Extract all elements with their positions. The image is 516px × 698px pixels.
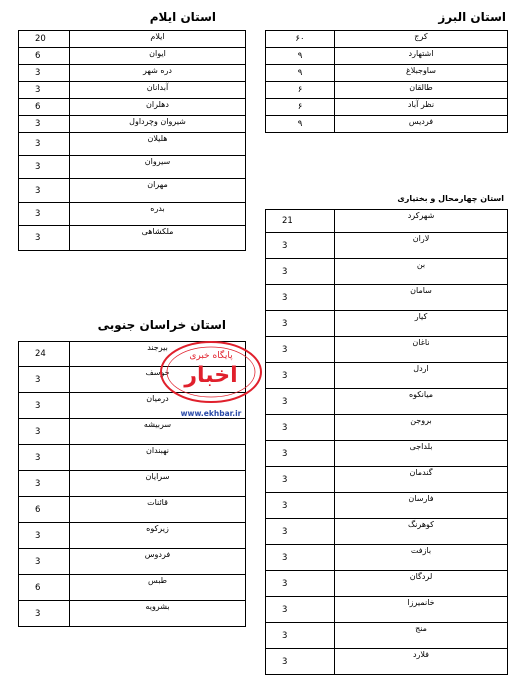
alborz-title: استان البرز (438, 10, 506, 24)
table-row (19, 549, 246, 575)
city-cell: گندمان (335, 467, 508, 493)
count-cell: 3 (19, 393, 70, 419)
count-cell: 3 (266, 441, 335, 467)
city-cell: خانمیرزا (335, 597, 508, 623)
city-cell: سامان (335, 285, 508, 311)
count-cell: 3 (266, 389, 335, 415)
city-cell: بازفت (335, 545, 508, 571)
city-cell: زیرکوه (70, 523, 246, 549)
table-row (266, 233, 508, 259)
count-cell: 3 (266, 623, 335, 649)
table-row (266, 519, 508, 545)
ekhbar-watermark-logo (156, 338, 266, 422)
city-cell: هلیلان (70, 133, 246, 156)
table-row (266, 623, 508, 649)
table-row (266, 649, 508, 675)
table-row (266, 441, 508, 467)
count-cell: 3 (266, 545, 335, 571)
count-cell: 3 (19, 445, 70, 471)
city-cell: نظر آباد (335, 99, 508, 116)
city-cell: میانکوه (335, 389, 508, 415)
count-cell: 24 (19, 342, 70, 367)
table-row (19, 471, 246, 497)
table-row (266, 415, 508, 441)
city-cell: دره شهر (70, 65, 246, 82)
count-cell: 3 (19, 471, 70, 497)
table-row (266, 311, 508, 337)
count-cell: ۹ (266, 65, 335, 82)
table-row (266, 337, 508, 363)
alborz-table (265, 30, 508, 133)
table-row (266, 99, 508, 116)
chaharmahal-title: استان چهارمحال و بختیاری (397, 194, 504, 203)
table-row (266, 597, 508, 623)
city-cell: خوسف (70, 367, 246, 393)
count-cell: 3 (19, 156, 70, 179)
count-cell: 20 (19, 31, 70, 48)
count-cell: 3 (266, 285, 335, 311)
city-cell: طالقان (335, 82, 508, 99)
count-cell: ۶۰ (266, 31, 335, 48)
count-cell: ۹ (266, 116, 335, 133)
count-cell: 3 (266, 259, 335, 285)
city-cell: سرایان (70, 471, 246, 497)
table-row (19, 65, 246, 82)
table-row (266, 48, 508, 65)
table-row (266, 363, 508, 389)
count-cell: 21 (266, 210, 335, 233)
table-row (266, 493, 508, 519)
city-cell: مهران (70, 179, 246, 203)
city-cell: ایلام (70, 31, 246, 48)
city-cell: سربیشه (70, 419, 246, 445)
table-row (266, 65, 508, 82)
count-cell: ۶ (266, 82, 335, 99)
table-row (266, 571, 508, 597)
city-cell: کوهرنگ (335, 519, 508, 545)
count-cell: 3 (19, 226, 70, 251)
ilam-table (18, 30, 246, 251)
city-cell: ملکشاهی (70, 226, 246, 251)
table-row (266, 545, 508, 571)
city-cell: شیروان وچرداول (70, 116, 246, 133)
count-cell: 6 (19, 48, 70, 65)
table-row (19, 156, 246, 179)
table-row (19, 179, 246, 203)
count-cell: 3 (19, 65, 70, 82)
city-cell: ایوان (70, 48, 246, 65)
table-row (19, 99, 246, 116)
city-cell: بروجن (335, 415, 508, 441)
city-cell: دهلران (70, 99, 246, 116)
city-cell: بشرویه (70, 601, 246, 627)
city-cell: لردگان (335, 571, 508, 597)
count-cell: 3 (19, 601, 70, 627)
table-row (19, 31, 246, 48)
city-cell: فارسان (335, 493, 508, 519)
city-cell: فردیس (335, 116, 508, 133)
city-cell: سیروان (70, 156, 246, 179)
city-cell: فردوس (70, 549, 246, 575)
watermark-brand: اخبار (184, 363, 238, 388)
city-cell: آبدانان (70, 82, 246, 99)
watermark-tagline: پایگاه خبری (189, 351, 233, 361)
count-cell: 3 (266, 571, 335, 597)
count-cell: 3 (19, 133, 70, 156)
table-row (266, 467, 508, 493)
table-row (19, 226, 246, 251)
table-row (19, 419, 246, 445)
city-cell: کیار (335, 311, 508, 337)
count-cell: 3 (19, 419, 70, 445)
city-cell: لاران (335, 233, 508, 259)
city-cell: بیرجند (70, 342, 246, 367)
count-cell: 3 (266, 337, 335, 363)
city-cell: نهبندان (70, 445, 246, 471)
count-cell: 3 (19, 116, 70, 133)
table-row (19, 575, 246, 601)
table-row (266, 116, 508, 133)
table-row (19, 445, 246, 471)
table-row (266, 259, 508, 285)
count-cell: 3 (19, 523, 70, 549)
count-cell: 6 (19, 99, 70, 116)
count-cell: 3 (266, 649, 335, 675)
table-row (19, 48, 246, 65)
count-cell: 3 (19, 82, 70, 99)
khorasan-south-title: استان خراسان جنوبی (97, 318, 226, 332)
ilam-title: استان ایلام (149, 10, 216, 24)
count-cell: 3 (266, 415, 335, 441)
city-cell: شهرکرد (335, 210, 508, 233)
count-cell: 3 (266, 311, 335, 337)
count-cell: ۹ (266, 48, 335, 65)
city-cell: کرج (335, 31, 508, 48)
table-row (266, 31, 508, 48)
table-row (19, 203, 246, 226)
count-cell: 3 (266, 493, 335, 519)
table-row (19, 82, 246, 99)
count-cell: 3 (266, 467, 335, 493)
city-cell: قائنات (70, 497, 246, 523)
table-row (266, 285, 508, 311)
table-row (266, 210, 508, 233)
count-cell: 3 (266, 233, 335, 259)
chaharmahal-table (265, 209, 508, 675)
count-cell: 3 (19, 179, 70, 203)
table-row (19, 523, 246, 549)
table-row (266, 82, 508, 99)
city-cell: طبس (70, 575, 246, 601)
count-cell: 6 (19, 575, 70, 601)
table-row (19, 133, 246, 156)
city-cell: منج (335, 623, 508, 649)
table-row (266, 389, 508, 415)
count-cell: 3 (266, 363, 335, 389)
watermark-url: www.ekhbar.ir (180, 409, 242, 418)
city-cell: بن (335, 259, 508, 285)
count-cell: 3 (266, 597, 335, 623)
city-cell: بلداجی (335, 441, 508, 467)
count-cell: 6 (19, 497, 70, 523)
city-cell: درمیان (70, 393, 246, 419)
table-row (19, 601, 246, 627)
city-cell: بدره (70, 203, 246, 226)
city-cell: اردل (335, 363, 508, 389)
count-cell: 3 (19, 367, 70, 393)
table-row (19, 497, 246, 523)
count-cell: 3 (266, 519, 335, 545)
city-cell: فلارد (335, 649, 508, 675)
city-cell: ساوجبلاغ (335, 65, 508, 82)
city-cell: ناغان (335, 337, 508, 363)
count-cell: 3 (19, 549, 70, 575)
count-cell: ۶ (266, 99, 335, 116)
table-row (19, 116, 246, 133)
count-cell: 3 (19, 203, 70, 226)
city-cell: اشتهارد (335, 48, 508, 65)
